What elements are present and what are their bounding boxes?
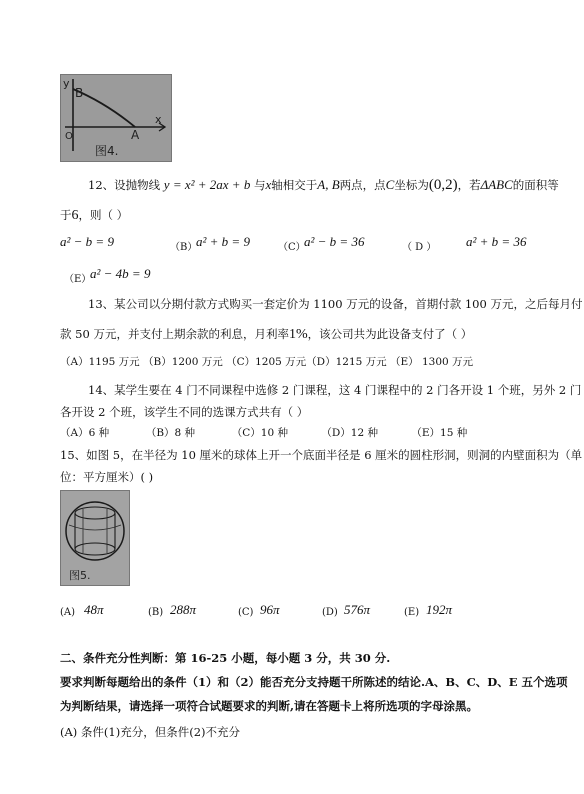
q12-point-c: C (385, 177, 395, 192)
q12-line1 (88, 177, 559, 193)
q15-option-e-value: 192π (426, 602, 453, 617)
q12-prefix: 12、设抛物线 (88, 178, 161, 192)
q12-option-e-row (64, 266, 264, 288)
q12-text-e: 坐标为 (394, 178, 429, 192)
q12-points-ab: A, B (317, 177, 340, 192)
q15-line1: 15、如图 5，在半径为 10 厘米的球体上开一个底面半径是 6 厘米的圆柱形洞，则洞的内壁面积为（单 (60, 448, 583, 462)
q12-option-c-label: （C） (278, 242, 306, 253)
q12-var-x: x (265, 177, 272, 192)
q12-text-h: 于 (60, 208, 72, 222)
q15-option-d-label: (D) (322, 607, 338, 618)
figure-4-photo (60, 74, 172, 162)
q12-triangle: ΔABC (480, 177, 513, 192)
q12-text-c: 轴相交于 (271, 178, 318, 192)
figure-4-label-x: x (155, 113, 162, 126)
q15-option-a-label: (A) (60, 607, 76, 618)
q12-option-c: a² − b = 36 (304, 234, 365, 249)
q12-option-d: a² + b = 36 (466, 234, 527, 249)
q12-option-b-label: （B） (170, 242, 198, 253)
section-2-requirement-line1: 要求判断每题给出的条件（1）和（2）能否充分支持题干所陈述的结论.A、B、C、D、E 五个选项 (60, 675, 568, 689)
q12-options-row (60, 234, 580, 256)
q14-line1: 14、某学生要在 4 门不同课程中选修 2 门课程，这 4 门课程中的 2 门各开设 1 个班，另外 2 门 (88, 383, 582, 397)
q15-option-b-label: (B) (148, 607, 164, 618)
q12-option-a: a² − b = 9 (60, 234, 114, 249)
q13-options: （A）1195 万元 （B）1200 万元 （C）1205 万元（D）1215 万元 （E） 1300 万元 (60, 356, 474, 368)
figure-5-photo (60, 490, 130, 586)
q15-option-b-value: 288π (170, 602, 197, 617)
q13-line1: 13、某公司以分期付款方式购买一套定价为 1100 万元的设备，首期付款 100 万元，之后每月付 (88, 297, 583, 311)
q12-option-e-label: （E） (64, 274, 92, 285)
q15-option-d-value: 576π (344, 602, 371, 617)
figure-4-label-b: B (75, 86, 84, 100)
section-2-requirement-line2: 为判断结果，请选择一项符合试题要求的判断,请在答题卡上将所选项的字母涂黑。 (60, 699, 478, 713)
q15-options-row (60, 602, 580, 626)
q15-option-a-value: 48π (84, 602, 104, 617)
section-2-heading: 二、条件充分性判断：第 16-25 小题，每小题 3 分，共 30 分. (60, 651, 391, 665)
q12-area-value: 6 (71, 208, 79, 223)
q12-text-i: ，则（ ） (78, 208, 129, 222)
q12-option-d-label: （ D ） (402, 242, 437, 253)
figure-4-label-y: y (63, 77, 70, 90)
section-2-option-a: (A) 条件(1)充分，但条件(2)不充分 (60, 725, 241, 739)
figure-4-label-a: A (131, 128, 140, 142)
figure-4-label-o: O (65, 131, 73, 142)
figure-5-sketch (61, 491, 129, 585)
q12-option-e: a² − 4b = 9 (90, 266, 151, 281)
q13-line2 (60, 326, 472, 343)
q15-option-c-label: (C) (238, 607, 254, 618)
figure-4-sketch (61, 75, 171, 161)
q13-text-a: 款 50 万元，并支付上期余款的利息，月利率 (60, 327, 289, 341)
q12-equation: y = x² + 2ax + b (163, 177, 251, 192)
figure-5-caption: 图5. (69, 569, 91, 582)
q15-option-c-value: 96π (260, 602, 280, 617)
q14-line2: 各开设 2 个班，该学生不同的选课方式共有（ ） (60, 405, 309, 419)
q13-rate: 1% (288, 327, 308, 342)
q12-text-g: 的面积等 (512, 178, 559, 192)
q12-option-b: a² + b = 9 (196, 234, 250, 249)
q15-line2: 位：平方厘米）( ) (60, 470, 154, 484)
q12-text-f: ，若 (457, 178, 481, 192)
q12-coordinate: (0,2) (428, 177, 458, 193)
q12-line2 (60, 207, 128, 224)
figure-4-caption: 图4. (95, 144, 119, 158)
q12-text-b: 与 (253, 178, 266, 192)
q14-options: （A）6 种 （B）8 种 （C）10 种 （D）12 种 （E）15 种 (60, 427, 468, 439)
q13-text-b: ，该公司共为此设备支付了（ ） (307, 327, 473, 341)
q12-text-d: 两点，点 (339, 178, 386, 192)
q15-option-e-label: (E) (404, 607, 420, 618)
